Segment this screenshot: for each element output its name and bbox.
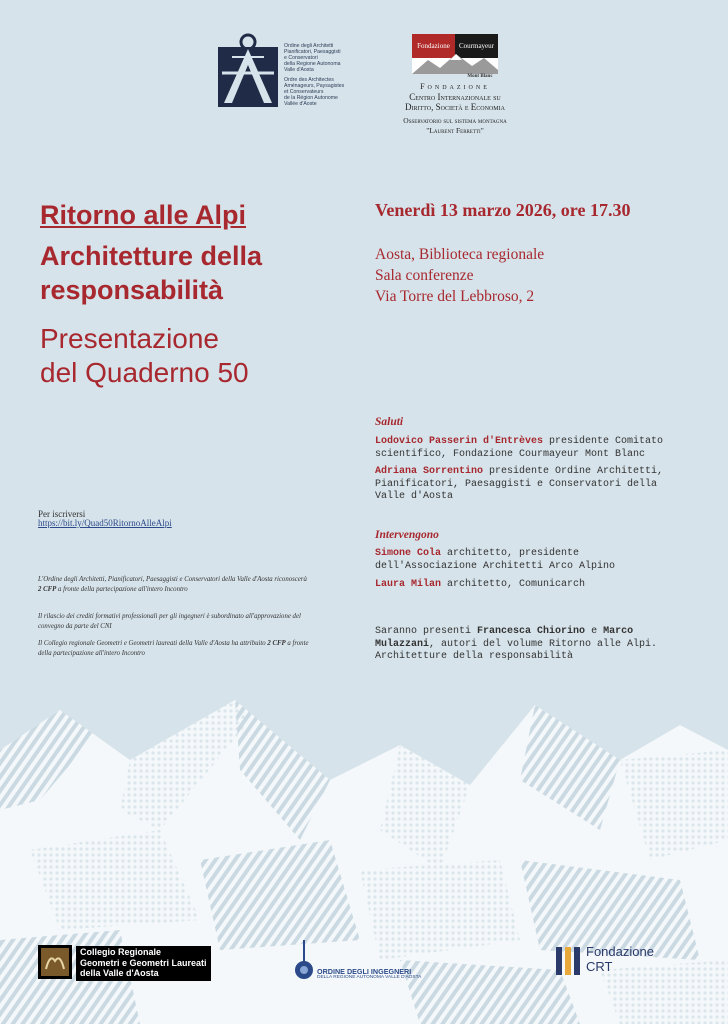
collegio-text: [76, 946, 211, 981]
collegio-line: Geometri e Geometri Laureati: [80, 957, 207, 968]
fondazione-badge: [412, 34, 498, 74]
saluti-heading: Saluti: [375, 416, 404, 428]
speaker-role: architetto, presidente dell'Associazione Architetti Arco Alpino: [375, 548, 616, 572]
cfp-note-ingegneri: Il rilascio dei crediti formativi professionali per gli ingegneri è subordinato all'approvazione del convegno da parte del CNI: [38, 613, 301, 630]
note-bold: 2 CFP: [267, 640, 286, 647]
architetti-text-it: [284, 43, 364, 73]
note-bold: 2 CFP: [38, 585, 57, 593]
speaker-role: presidente Ordine Architetti, Pianificatori, Paesaggisti e Conservatori della Valle d'Aosta: [375, 466, 664, 502]
intervengono-heading: Intervengono: [375, 529, 439, 541]
speaker-name: Lodovico Passerin d'Entrèves: [375, 436, 544, 447]
badge-right-label: Courmayeur: [455, 34, 498, 58]
ingegneri-subtitle: DELLA REGIONE AUTONOMA VALLE D'AOSTA: [317, 975, 422, 980]
note-text: a fronte della partecipazione all'intero Incontro: [38, 640, 309, 657]
speaker-role: presidente Comitato scientifico, Fondazione Courmayeur Mont Blanc: [375, 436, 664, 460]
saluti-entry: [375, 436, 675, 461]
subtitle-line-2: del Quaderno 50: [40, 357, 249, 388]
fondazione-line: Centro Internazionale su: [409, 92, 501, 102]
location-line: Sala conferenze: [375, 267, 474, 284]
architetti-line: Ordine degli Architetti: [284, 43, 334, 49]
fondazione-crt-logo: [556, 943, 676, 979]
architetti-line: Valle d'Aosta: [284, 67, 314, 73]
closing-author: Francesca Chiorino: [477, 626, 586, 637]
architetti-line: Aménageurs, Paysagistes: [284, 83, 345, 89]
collegio-geometri-logo: [38, 945, 213, 979]
cfp-note-architetti: [38, 575, 310, 594]
crt-line: Fondazione: [586, 944, 654, 959]
subtitle-line-1: Presentazione: [40, 323, 220, 354]
architetti-line: e Conservatori: [284, 55, 318, 61]
fondazione-line: Osservatorio sul sistema montagna: [403, 116, 507, 125]
closing-prefix: Saranno presenti: [375, 626, 478, 637]
registration-label: Per iscriversi: [38, 509, 86, 519]
intervengono-entry: [375, 548, 675, 573]
crt-text: [586, 944, 654, 974]
saluti-entry: [375, 466, 675, 504]
architetti-line: della Regione Autonoma: [284, 61, 341, 67]
fondazione-courmayeur-logo: [380, 34, 530, 144]
fondazione-text: [380, 82, 530, 136]
note-text: L'Ordine degli Architetti, Pianificatori, Paesaggisti e Conservatori della Valle d'Aosta riconoscerà: [38, 576, 307, 583]
title-line-3: responsabilità: [40, 275, 224, 305]
architetti-line: Ordre des Architectes: [284, 77, 334, 83]
ingegneri-emblem-icon: [292, 940, 316, 980]
badge-bottom-label: Mont Blanc: [467, 74, 493, 79]
crt-line: CRT: [586, 959, 613, 974]
architetti-line: de la Région Autonome: [284, 95, 338, 101]
badge-left-label: Fondazione: [412, 34, 455, 58]
architetti-line: Pianificatori, Paesaggisti: [284, 49, 341, 55]
speaker-role: architetto, Comunicarch: [441, 579, 586, 590]
registration-link[interactable]: https://bit.ly/Quad50RitornoAlleAlpi: [38, 518, 172, 528]
title-line-1: Ritorno alle Alpi: [40, 200, 247, 230]
closing-suffix: , autori del volume Ritorno alle Alpi. Architetture della responsabilità: [375, 638, 658, 662]
architetti-logo: [218, 33, 363, 111]
note-text: a fronte della partecipazione all'intero Incontro: [56, 585, 188, 593]
closing-text: [375, 626, 695, 664]
architetti-line: et Conservateurs: [284, 89, 324, 95]
architetti-emblem-icon: [218, 33, 278, 111]
ordine-ingegneri-logo: [292, 940, 442, 980]
ingegneri-title: ORDINE DEGLI INGEGNERI: [317, 967, 412, 976]
cfp-note-geometri: [38, 639, 310, 658]
speaker-name: Adriana Sorrentino: [375, 466, 484, 477]
speaker-name: Laura Milan: [375, 579, 442, 590]
title-line-2: Architetture della: [40, 241, 263, 271]
event-location: [375, 244, 544, 307]
note-text: Il Collegio regionale Geometri e Geometri laureati della Valle d'Aosta ha attribuito: [38, 640, 268, 647]
collegio-emblem-icon: [38, 945, 72, 979]
fondazione-line: Diritto, Società e Economia: [405, 102, 505, 112]
architetti-line: Vallée d'Aoste: [284, 101, 317, 107]
intervengono-entry: [375, 579, 675, 592]
crt-emblem-icon: [556, 943, 582, 975]
closing-mid: e: [585, 626, 604, 637]
fondazione-line: "Laurent Ferretti": [426, 126, 484, 135]
collegio-line: Collegio Regionale: [80, 947, 162, 957]
location-line: Via Torre del Lebbroso, 2: [375, 288, 535, 305]
architetti-text-fr: [284, 77, 364, 107]
event-date: Venerdì 13 marzo 2026, ore 17.30: [375, 200, 631, 220]
closing-author: Marco Mulazzani: [375, 626, 634, 650]
fondazione-line: Fondazione: [420, 82, 490, 91]
speaker-name: Simone Cola: [375, 548, 442, 559]
collegio-line: della Valle d'Aosta: [80, 968, 159, 978]
location-line: Aosta, Biblioteca regionale: [375, 246, 545, 263]
mountain-icon: [412, 52, 498, 74]
